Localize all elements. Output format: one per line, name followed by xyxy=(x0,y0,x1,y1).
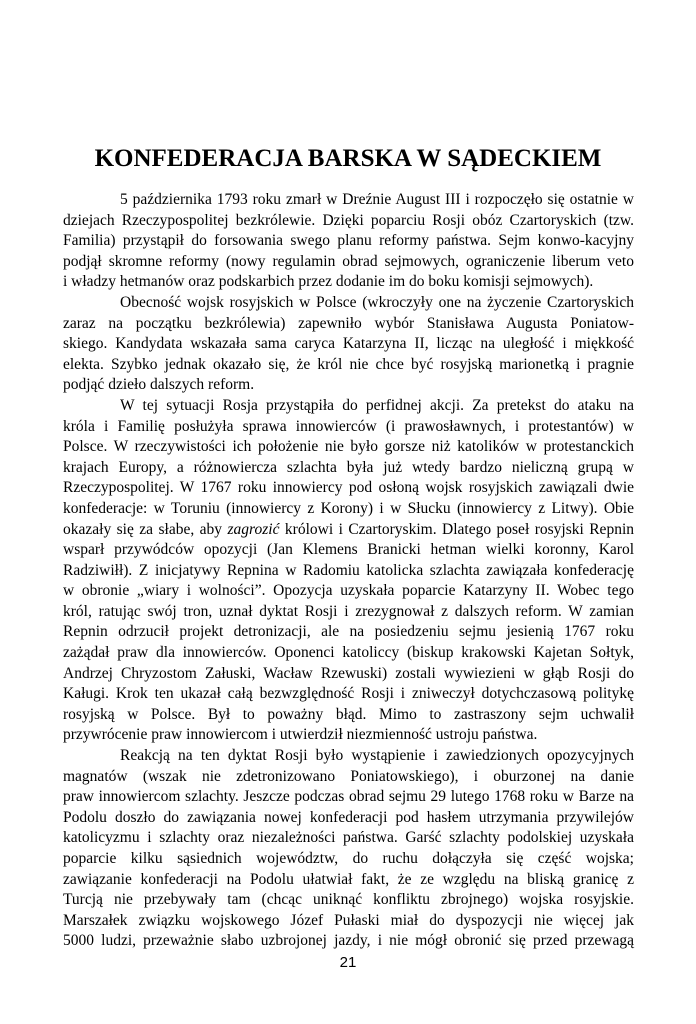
text-line: skiego. Kandydata wskazała sama caryca Katarzyna II, licząc na uległość i miękkość xyxy=(63,335,634,353)
text-line: Marszałek związku wojskowego Józef Pułaski miał do dyspozycji nie więcej jak xyxy=(63,911,634,929)
text-line: konfederacje: w Toruniu (innowiercy z Korony) i w Słucku (innowiercy z Litwy). Obie xyxy=(63,499,634,517)
text-line: Rzeczypospolitej. W 1767 roku innowiercy pod osłoną wojsk rosyjskich zawiązali dwie xyxy=(63,479,634,497)
text-line: okazały się za słabe, aby zagrozić królowi i Czartoryskim. Dlatego poseł rosyjski Repnin xyxy=(63,520,634,538)
text-line: zaraz na początku bezkrólewia) zapewniło wybór Stanisława Augusta Poniatow- xyxy=(63,314,634,332)
text-line: Reakcją na ten dyktat Rosji było wystąpienie i zawiedzionych opozycyjnych xyxy=(120,747,634,765)
text-line: podjął skromne reformy (nowy regulamin obrad sejmowych, ograniczenie liberum veto xyxy=(63,252,634,270)
text-line: król, ratując swój tron, uznał dyktat Rosji i zrezygnował z dalszych reform. W zamian xyxy=(63,602,634,620)
text-line: Andrzej Chryzostom Załuski, Wacław Rzewuski) zostali wywiezieni w głąb Rosji do xyxy=(63,664,634,682)
text-line: zawiązanie konfederacji na Podolu ułatwiał fakt, że ze względu na bliską granicę z xyxy=(63,870,634,888)
text-line: W tej sytuacji Rosja przystąpiła do perfidnej akcji. Za pretekst do ataku na xyxy=(120,396,634,414)
text-line: magnatów (wszak nie zdetronizowano Poniatowskiego), i oburzonej na danie xyxy=(63,767,634,785)
text-line: 5 października 1793 roku zmarł w Dreźnie August III i rozpoczęło się ostatnie w xyxy=(120,191,634,208)
page-title: KONFEDERACJA BARSKA W SĄDECKIEM xyxy=(94,145,602,172)
text-line: Obecność wojsk rosyjskich w Polsce (wkroczyły one na życzenie Czartoryskich xyxy=(120,293,634,311)
text-line: Kaługi. Krok ten ukazał całą bezwzględność Rosji i zniweczył dotychczasową politykę xyxy=(63,685,634,703)
text-line: 5000 ludzi, przeważnie słabo uzbrojonej jazdy, i nie mógł obronić się przed przewagą xyxy=(63,932,634,950)
emphasized-word: zagrozić xyxy=(227,520,280,538)
text-line: i władzy hetmanów oraz podskarbich przez dodanie im do boku komisji sejmowych). xyxy=(63,273,594,291)
text-line: Familia) przystąpił do forsowania swego planu reformy państwa. Sejm konwo-kacyjny xyxy=(63,232,634,250)
text-line: przywrócenie praw innowiercom i utwierdził niezmienność ustroju państwa. xyxy=(63,726,538,744)
text-line: katolicyzmu i szlachty oraz niezależności państwa. Garść szlachty podolskiej uzyskała xyxy=(63,829,634,847)
text-line: Podolu doszło do zawiązania nowej konfederacji pod hasłem utrzymania przywilejów xyxy=(63,808,634,826)
text-line: praw innowiercom szlachty. Jeszcze podczas obrad sejmu 29 lutego 1768 roku w Barze na xyxy=(63,788,634,806)
page-number: 21 xyxy=(339,954,357,971)
text-line: wsparł przywódców opozycji (Jan Klemens Branicki hetman wielki koronny, Karol xyxy=(63,541,634,559)
text-line: krajach Europy, a różnowiercza szlachta była już wtedy bardzo nieliczną grupą w xyxy=(63,458,634,476)
text-line: Polsce. W rzeczywistości ich położenie nie było gorsze niż katolików w protestanckich xyxy=(63,438,634,456)
text-line: rosyjską w Polsce. Był to poważny błąd. Mimo to zastraszony sejm uchwalił xyxy=(63,705,634,723)
text-line: zażądał praw dla innowierców. Oponenci katoliccy (biskup krakowski Kajetan Sołtyk, xyxy=(63,644,634,662)
text-line: Repnin odrzucił projekt detronizacji, ale na posiedzeniu sejmu jesienią 1767 roku xyxy=(63,623,634,641)
text-line: w obronie „wiary i wolności”. Opozycja uzyskała poparcie Katarzyny II. Wobec tego xyxy=(63,582,634,600)
text-line: podjąć dzieło dalszych reform. xyxy=(63,376,255,394)
text-line: elekta. Szybko jednak okazało się, że król nie chce być rosyjską marionetką i pragnie xyxy=(63,355,634,373)
text-line: poparcie kilku sąsiednich województw, do ruchu dołączyła się część wojska; xyxy=(63,850,634,867)
text-line: dziejach Rzeczypospolitej bezkrólewie. Dzięki poparciu Rosji obóz Czartoryskich (tzw. xyxy=(63,211,634,229)
text-line: Radziwiłł). Z inicjatywy Repnina w Radomiu katolicka szlachta zawiązała konfederację xyxy=(63,561,634,579)
text-line: Turcją nie przebywały tam (chcąc uniknąć konfliktu zbrojnego) wojska rosyjskie. xyxy=(63,891,634,909)
body-text xyxy=(63,190,634,952)
text-line: króla i Familię posłużyła sprawa innowierców (i prawosławnych, i protestantów) w xyxy=(63,417,634,435)
